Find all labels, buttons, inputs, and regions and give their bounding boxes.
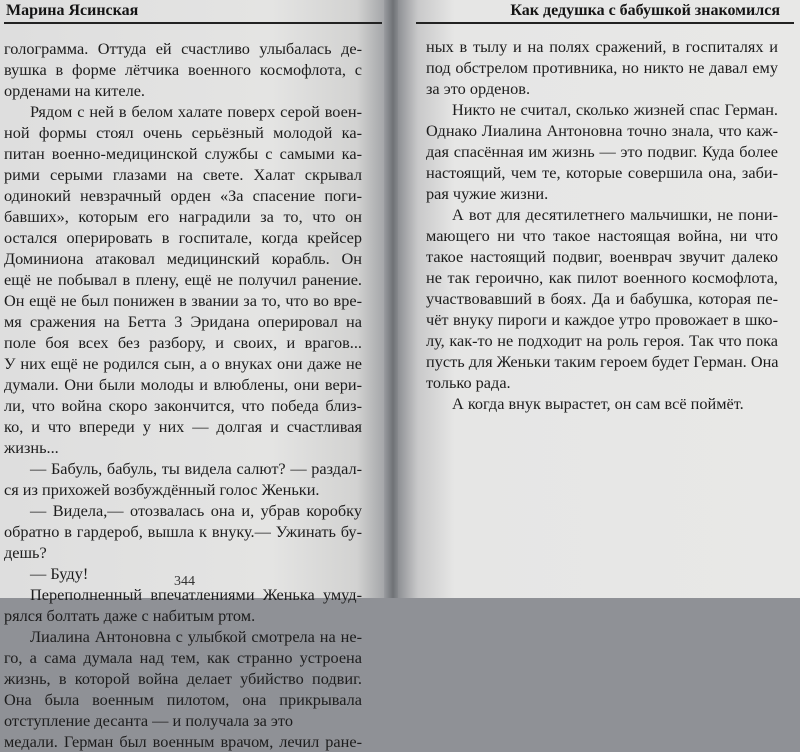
- text-line: такое настоящий подвиг, военврач звучит далеко: [426, 247, 778, 266]
- text-line: поле боя всех без разбору, и своих, и врагов...: [4, 333, 362, 352]
- text-line: не так героично, как пилот военного космофлота,: [426, 268, 778, 287]
- left-page-text: [4, 38, 362, 752]
- text-line: чёт внуку пироги и каждое утро провожает в шко-: [426, 310, 778, 329]
- text-line: Он ещё не был понижен в звании за то, что во вре-: [4, 291, 362, 310]
- text-line: только рада.: [426, 373, 511, 392]
- text-line: го, а сама думала над тем, как странно устроена: [4, 648, 362, 667]
- running-head-author: Марина Ясинская: [6, 2, 139, 19]
- header-rule: [416, 22, 794, 24]
- left-page: [0, 0, 388, 751]
- text-line: под обстрелом противника, но никто не давал ему: [426, 58, 778, 77]
- text-line: дешь?: [4, 543, 47, 562]
- right-page-text: [426, 36, 778, 414]
- text-line: Рядом с ней в белом халате поверх серой воен-: [30, 102, 362, 121]
- text-line: ных в тылу и на полях сражений, в госпиталях и: [426, 37, 778, 56]
- text-line-wrapped: Она была военным пилотом, она прикрывала отступление десанта — и получала за это: [4, 690, 362, 730]
- text-line: обратно в гардероб, вышла к внуку.— Ужинать бу-: [4, 522, 362, 541]
- text-line: ной формы стоял очень серьёзный молодой ка-: [4, 123, 362, 142]
- text-line: ли, что война скоро закончится, что победа близ-: [4, 396, 362, 415]
- text-line: Доминиона атаковал медицинский корабль. Он: [4, 249, 362, 268]
- text-line: думали. Они были молоды и влюблены, они вери-: [4, 375, 362, 394]
- text-line: ещё не побывал в плену, ещё не получил ранение.: [4, 270, 362, 289]
- right-page: [398, 0, 800, 598]
- text-line: А вот для десятилетнего мальчишки, не пони-: [452, 205, 778, 224]
- text-line: ся из прихожей возбуждённый голос Женьки.: [4, 480, 320, 499]
- text-line: Лиалина Антоновна с улыбкой смотрела на не-: [30, 627, 362, 646]
- text-line: Переполненный впечатлениями Женька умуд-: [30, 585, 362, 604]
- text-line: — Буду!: [30, 564, 89, 583]
- text-line: — Бабуль, бабуль, ты видела салют? — раздал-: [30, 459, 362, 478]
- text-line: рялся болтать даже с набитым ртом.: [4, 606, 256, 625]
- text-line: рими серыми глазами на свете. Халат скрывал: [4, 165, 362, 184]
- text-line: рая чужие жизни.: [426, 184, 549, 203]
- text-line: А когда внук вырастет, он сам всё поймёт.: [452, 394, 744, 413]
- text-line: пусть для Женьки таким героем будет Герман. Она: [426, 352, 779, 371]
- header-rule: [4, 22, 382, 24]
- text-line: бавших», которым его наградили за то, что он: [4, 207, 362, 226]
- text-line: жизнь, в которой война делает убийство подвиг.: [4, 669, 362, 688]
- text-line: голограмма. Оттуда ей счастливо улыбалась де-: [4, 39, 362, 58]
- text-line: настоящий, чем те, которые совершила она, заби-: [426, 163, 778, 182]
- text-line: питан военно-медицинской службы с самыми ка-: [4, 144, 362, 163]
- text-line: мя сражения на Бетта 3 Эридана оперировал на: [4, 312, 362, 331]
- text-line: одинокий невзрачный орден «За спасение поги-: [4, 186, 362, 205]
- text-line: медали. Герман был военным врачом, лечил ране-: [4, 732, 362, 751]
- text-line: за это орденов.: [426, 79, 531, 98]
- text-line: Никто не считал, сколько жизней спас Герман.: [452, 100, 778, 119]
- text-line: — Видела,— отозвалась она и, убрав коробку: [30, 501, 362, 520]
- text-line: дая спасённая им жизнь — это подвиг. Куда более: [426, 142, 778, 161]
- text-line: мающего ни что такое настоящая война, ни что: [426, 226, 778, 245]
- text-line: лу, как-то не подходит на роль героя. Так что пока: [426, 331, 778, 350]
- text-line: жизнь...: [4, 438, 59, 457]
- running-head-title: Как дедушка с бабушкой знакомился: [510, 2, 780, 19]
- text-line: У них ещё не родился сын, а о внуках они даже не: [4, 354, 362, 373]
- page-number: 344: [174, 574, 195, 589]
- text-line: Однако Лиалина Антоновна точно знала, что каж-: [426, 121, 778, 140]
- text-line: участвовавший в боях. Да и бабушка, которая пе-: [426, 289, 778, 308]
- text-line: вушка в форме лётчика военного космофлота, с: [4, 60, 362, 79]
- text-line: орденами на кителе.: [4, 81, 145, 100]
- text-line: ко, и что впереди у них — долгая и счастливая: [4, 417, 362, 436]
- text-line: остался оперировать в госпитале, когда крейсер: [4, 228, 362, 247]
